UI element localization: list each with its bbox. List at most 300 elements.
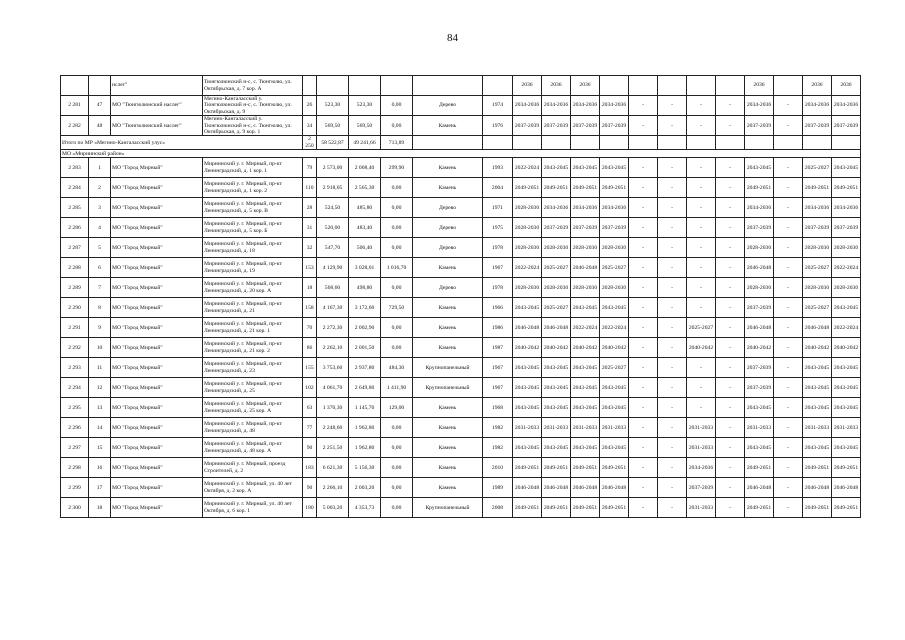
table-cell <box>413 136 483 150</box>
table-cell: 2 918,05 <box>317 178 349 198</box>
table-cell: 2046-2048 <box>600 478 629 498</box>
table-cell: 2043-2045 <box>745 438 774 458</box>
table-cell: 1967 <box>483 378 513 398</box>
table-cell: Мирнинский у. г. Мирный, пр-кт Ленинградский, д. 48 <box>203 418 303 438</box>
table-row <box>61 150 861 158</box>
table-cell: - <box>774 96 803 116</box>
table-cell: 2043-2045 <box>513 298 542 318</box>
table-cell: Мирнинский у. г. Мирный, пр-кт Ленинградский, д. 18 <box>203 238 303 258</box>
table-cell: 0,00 <box>381 198 413 218</box>
table-cell: 2031-2033 <box>687 438 716 458</box>
table-cell: 2 262,10 <box>317 338 349 358</box>
table-cell: 2031-2033 <box>687 498 716 518</box>
table-cell: 2028-2030 <box>571 278 600 298</box>
table-cell: 2043-2045 <box>542 358 571 378</box>
table-cell: 2025-2027 <box>600 258 629 278</box>
table-cell: Мирнинский у. г. Мирный, пр-кт Ленинградский, д. 20 кор. А <box>203 278 303 298</box>
table-cell: - <box>658 178 687 198</box>
table-cell: 523,30 <box>317 96 349 116</box>
table-cell: МО "Город Мирный" <box>111 298 203 318</box>
table-row <box>61 278 861 298</box>
table-cell: Крупнопанельный <box>413 378 483 398</box>
table-cell: 26 <box>303 96 317 116</box>
table-cell: 5 003,20 <box>317 498 349 518</box>
table-cell <box>89 76 111 96</box>
table-cell: - <box>716 418 745 438</box>
table-cell: 0,00 <box>381 96 413 116</box>
table-cell: - <box>629 418 658 438</box>
table-cell <box>571 136 600 150</box>
table-cell <box>774 136 803 150</box>
table-cell: - <box>658 198 687 218</box>
table-cell: 2034-2036 <box>832 198 861 218</box>
table-cell <box>803 136 832 150</box>
table-cell: Мирнинский у. г. Мирный, пр-кт Ленинградский, д. 21 <box>203 298 303 318</box>
table-cell: 2043-2045 <box>600 438 629 458</box>
table-cell: - <box>687 96 716 116</box>
table-cell: Мегино-Кангаласский у. Тюнгюлюнский н-с, с. Тюнгюлю, ул. Октябрьская, д. 9 <box>203 96 303 116</box>
table-cell <box>658 136 687 150</box>
table-cell: 2028-2030 <box>803 238 832 258</box>
table-cell: 2043-2045 <box>600 378 629 398</box>
table-row <box>61 76 861 96</box>
table-cell: 2049-2051 <box>571 178 600 198</box>
table-cell: - <box>658 378 687 398</box>
table-cell: 2046-2048 <box>571 478 600 498</box>
table-cell: 2046-2048 <box>745 318 774 338</box>
table-cell: 2043-2045 <box>832 158 861 178</box>
table-cell: Дерево <box>413 278 483 298</box>
table-cell: - <box>774 238 803 258</box>
table-cell: 3 028,01 <box>349 258 381 278</box>
table-cell: - <box>658 298 687 318</box>
table-cell: 1 145,70 <box>349 398 381 418</box>
table-cell: Мирнинский у. г. Мирный, пр-кт Ленинградский, д. 21 кор. 2 <box>203 338 303 358</box>
table-cell: 4 167,30 <box>317 298 349 318</box>
table-cell: - <box>716 298 745 318</box>
table-cell: 2037-2039 <box>600 218 629 238</box>
table-cell: 2 293 <box>61 358 89 378</box>
table-cell: 2 250 <box>303 136 317 150</box>
table-cell: 2040-2042 <box>803 338 832 358</box>
table-cell: - <box>774 418 803 438</box>
table-cell: Камень <box>413 158 483 178</box>
table-cell: - <box>658 96 687 116</box>
table-cell: 2049-2051 <box>803 458 832 478</box>
table-row <box>61 338 861 358</box>
table-cell: 2049-2051 <box>745 458 774 478</box>
table-cell: 2 003,20 <box>349 478 381 498</box>
table-cell: 484,30 <box>381 358 413 378</box>
housing-register-table <box>60 75 861 518</box>
table-cell: 2 283 <box>61 158 89 178</box>
table-cell: 2037-2039 <box>571 116 600 136</box>
table-cell: 2 251,50 <box>317 438 349 458</box>
table-cell: 102 <box>303 378 317 398</box>
table-cell: 10 <box>89 338 111 358</box>
table-cell: 2040-2042 <box>832 338 861 358</box>
table-cell: 1986 <box>483 318 513 338</box>
table-cell: 28 <box>303 198 317 218</box>
table-cell: 1 016,70 <box>381 258 413 278</box>
table-cell: 2 294 <box>61 378 89 398</box>
table-cell: 129,00 <box>381 398 413 418</box>
table-cell: 2043-2045 <box>745 158 774 178</box>
table-row <box>61 498 861 518</box>
table-cell: - <box>629 198 658 218</box>
table-cell: - <box>629 398 658 418</box>
table-cell: 155 <box>303 358 317 378</box>
table-cell: 2043-2045 <box>745 398 774 418</box>
table-cell <box>542 136 571 150</box>
table-cell: 1971 <box>483 198 513 218</box>
table-cell: 2028-2030 <box>513 238 542 258</box>
table-cell: - <box>687 178 716 198</box>
table-cell: 2028-2030 <box>600 238 629 258</box>
table-cell: - <box>658 398 687 418</box>
table-cell: 2034-2036 <box>542 198 571 218</box>
table-cell: - <box>716 438 745 458</box>
table-cell: 2049-2051 <box>542 498 571 518</box>
table-cell: 2028-2030 <box>513 218 542 238</box>
table-cell: МО "Город Мирный" <box>111 438 203 458</box>
table-cell: 1982 <box>483 418 513 438</box>
table-cell: 483,40 <box>349 218 381 238</box>
table-cell: 2031-2033 <box>513 418 542 438</box>
table-row <box>61 478 861 498</box>
table-cell: 2025-2027 <box>803 158 832 178</box>
table-cell: - <box>716 378 745 398</box>
table-cell: МО "Город Мирный" <box>111 398 203 418</box>
table-cell: Мирнинский у. г. Мирный, пр-кт Ленинградский, д. 1 кор. 2 <box>203 178 303 198</box>
table-cell: Мирнинский у. г. Мирный, пр-кт Ленинградский, д. 21 кор. 1 <box>203 318 303 338</box>
table-cell: 523,30 <box>349 96 381 116</box>
table-cell: 16 <box>89 458 111 478</box>
table-cell: - <box>687 258 716 278</box>
table-cell: 2031-2033 <box>803 418 832 438</box>
table-row <box>61 218 861 238</box>
table-cell: - <box>629 116 658 136</box>
table-cell: 2046-2048 <box>513 318 542 338</box>
table-cell: 2040-2042 <box>571 338 600 358</box>
table-cell <box>483 76 513 96</box>
table-cell: - <box>658 358 687 378</box>
table-cell: 2043-2045 <box>803 358 832 378</box>
table-cell: 70 <box>303 318 317 338</box>
table-cell: 2046-2048 <box>571 258 600 278</box>
table-cell: 2 285 <box>61 198 89 218</box>
table-cell: 299,90 <box>381 158 413 178</box>
table-cell: 2043-2045 <box>542 158 571 178</box>
table-cell: 2025-2027 <box>803 258 832 278</box>
table-cell: 2046-2048 <box>832 478 861 498</box>
table-cell: Дерево <box>413 218 483 238</box>
table-row <box>61 318 861 338</box>
table-cell: 2040-2042 <box>513 338 542 358</box>
table-cell: 2034-2036 <box>571 96 600 116</box>
table-row <box>61 116 861 136</box>
table-cell: - <box>658 278 687 298</box>
table-cell: 2049-2051 <box>803 178 832 198</box>
table-cell: 2049-2051 <box>571 458 600 478</box>
table-cell: 2043-2045 <box>571 378 600 398</box>
table-cell: - <box>687 158 716 178</box>
table-cell: 2043-2045 <box>803 398 832 418</box>
table-cell: 2043-2045 <box>803 378 832 398</box>
table-cell <box>317 76 349 96</box>
table-cell: - <box>658 116 687 136</box>
table-cell: 86 <box>303 338 317 358</box>
table-cell: 2037-2039 <box>687 478 716 498</box>
table-cell: 2049-2051 <box>832 498 861 518</box>
table-cell: 569,50 <box>317 116 349 136</box>
table-cell: 2037-2039 <box>803 116 832 136</box>
table-cell: МО "Город Мирный" <box>111 458 203 478</box>
table-cell: 2 282 <box>61 116 89 136</box>
table-cell: 1982 <box>483 438 513 458</box>
table-cell: 13 <box>89 398 111 418</box>
table-cell: 2022-2024 <box>832 318 861 338</box>
table-cell: - <box>716 258 745 278</box>
table-cell: - <box>774 116 803 136</box>
table-cell: 2031-2033 <box>745 418 774 438</box>
table-cell: - <box>774 198 803 218</box>
table-cell: 1 <box>89 158 111 178</box>
table-cell: 6 621,30 <box>317 458 349 478</box>
table-cell: 2031-2033 <box>600 418 629 438</box>
table-cell: МО "Город Мирный" <box>111 358 203 378</box>
table-cell: 2025-2027 <box>803 298 832 318</box>
table-cell: - <box>658 498 687 518</box>
table-cell: - <box>629 498 658 518</box>
table-cell: 58 522,87 <box>317 136 349 150</box>
table-cell: - <box>774 278 803 298</box>
table-cell: 2043-2045 <box>832 298 861 318</box>
table-cell: - <box>716 218 745 238</box>
table-row <box>61 258 861 278</box>
table-cell <box>687 136 716 150</box>
table-cell: - <box>687 198 716 218</box>
table-cell: 2049-2051 <box>600 178 629 198</box>
table-cell: - <box>716 478 745 498</box>
table-cell: 498,80 <box>349 278 381 298</box>
table-cell <box>600 136 629 150</box>
table-cell: 32 <box>303 238 317 258</box>
table-cell: 2046-2048 <box>542 318 571 338</box>
table-cell: 2034-2036 <box>571 198 600 218</box>
table-cell: 2046-2048 <box>803 318 832 338</box>
table-cell: 17 <box>89 478 111 498</box>
table-cell: - <box>629 96 658 116</box>
table-cell: Камень <box>413 418 483 438</box>
table-cell: 2043-2045 <box>513 398 542 418</box>
table-cell: 2034-2036 <box>803 198 832 218</box>
table-cell: 729,50 <box>381 298 413 318</box>
table-cell: - <box>687 238 716 258</box>
table-cell: МО «Мирнинский район» <box>61 150 861 158</box>
table-cell: Тюнгюлюнский н-с, с. Тюнгюлю, ул. Октябрьская, д. 7 кор. А <box>203 76 303 96</box>
table-cell: 2 286 <box>61 218 89 238</box>
table-cell: Крупнопанельный <box>413 498 483 518</box>
table-cell <box>629 136 658 150</box>
table-cell: 2040-2042 <box>600 338 629 358</box>
table-cell: МО "Город Мирный" <box>111 338 203 358</box>
table-cell: Итого по МР «Мегино-Кангаласский улус» <box>61 136 303 150</box>
table-cell: 2036 <box>542 76 571 96</box>
table-cell: 8 <box>89 298 111 318</box>
table-cell: 1 962,80 <box>349 418 381 438</box>
table-cell: 2 272,30 <box>317 318 349 338</box>
table-cell: Дерево <box>413 238 483 258</box>
table-cell: 0,00 <box>381 278 413 298</box>
table-cell: - <box>658 258 687 278</box>
table-cell: Мирнинский у. г. Мирный, пр-кт Ленинградский, д. 25 кор. А <box>203 398 303 418</box>
table-cell: Мирнинский у. г. Мирный, пр-кт Ленинградский, д. 23 <box>203 358 303 378</box>
table-cell: 2037-2039 <box>832 116 861 136</box>
table-cell: 2036 <box>513 76 542 96</box>
table-cell: 2034-2036 <box>600 198 629 218</box>
table-cell: 3 <box>89 198 111 218</box>
table-row <box>61 158 861 178</box>
table-cell: 1968 <box>483 398 513 418</box>
table-cell: 0,00 <box>381 478 413 498</box>
table-cell: 2031-2033 <box>542 418 571 438</box>
table-cell: МО "Город Мирный" <box>111 178 203 198</box>
table-cell: Мирнинский у. г. Мирный, пр-кт Ленинградский, д. 25 <box>203 378 303 398</box>
table-cell: 2049-2051 <box>600 458 629 478</box>
table-cell: 2043-2045 <box>571 298 600 318</box>
table-cell: 2043-2045 <box>513 358 542 378</box>
table-cell: 2 297 <box>61 438 89 458</box>
table-cell: 5 156,30 <box>349 458 381 478</box>
table-cell: - <box>716 178 745 198</box>
table-cell: 15 <box>89 438 111 458</box>
table-cell: 2049-2051 <box>745 178 774 198</box>
table-cell: 485,80 <box>349 198 381 218</box>
table-body <box>61 76 861 518</box>
table-cell: 2 284 <box>61 178 89 198</box>
table-cell: - <box>716 278 745 298</box>
table-cell <box>600 76 629 96</box>
table-cell: 2025-2027 <box>542 298 571 318</box>
table-cell: 2 281 <box>61 96 89 116</box>
table-cell: 2008 <box>483 498 513 518</box>
table-cell: 4 353,73 <box>349 498 381 518</box>
table-cell: 2043-2045 <box>571 398 600 418</box>
table-cell: 0,00 <box>381 458 413 478</box>
table-cell: 2043-2045 <box>571 158 600 178</box>
table-cell: - <box>687 218 716 238</box>
table-cell: МО "Город Мирный" <box>111 498 203 518</box>
table-cell: - <box>774 258 803 278</box>
table-cell: 18 <box>89 498 111 518</box>
table-cell: 1978 <box>483 238 513 258</box>
table-cell: Мирнинский у. г. Мирный, проезд Строителей, д. 2 <box>203 458 303 478</box>
table-cell: - <box>629 218 658 238</box>
table-cell <box>745 136 774 150</box>
table-cell: - <box>716 238 745 258</box>
table-cell: 2028-2030 <box>832 238 861 258</box>
table-cell: 2010 <box>483 458 513 478</box>
table-cell: Камень <box>413 338 483 358</box>
table-cell: МО "Город Мирный" <box>111 478 203 498</box>
table-cell: 2 300 <box>61 498 89 518</box>
table-cell: Камень <box>413 178 483 198</box>
table-cell: 90 <box>303 478 317 498</box>
table-cell: 2 <box>89 178 111 198</box>
table-cell: 0,00 <box>381 318 413 338</box>
table-cell: 2043-2045 <box>542 438 571 458</box>
table-cell: 2028-2030 <box>745 238 774 258</box>
table-cell: Мирнинский у. г. Мирный, ул. 40 лет Октября, д. 6 кор. 1 <box>203 498 303 518</box>
table-cell <box>629 76 658 96</box>
table-cell: 1966 <box>483 298 513 318</box>
table-cell: 2 937,80 <box>349 358 381 378</box>
table-cell: 2049-2051 <box>745 498 774 518</box>
table-cell: 2 291 <box>61 318 89 338</box>
table-cell: 2036 <box>832 76 861 96</box>
table-cell: - <box>716 498 745 518</box>
table-cell: 2028-2030 <box>513 198 542 218</box>
table-row <box>61 198 861 218</box>
table-cell <box>381 76 413 96</box>
table-cell: 2043-2045 <box>600 298 629 318</box>
table-cell: 9 <box>89 318 111 338</box>
table-cell: - <box>774 318 803 338</box>
table-cell: 2028-2030 <box>513 278 542 298</box>
table-cell: 31 <box>303 218 317 238</box>
table-cell: 2043-2045 <box>600 398 629 418</box>
table-cell: 47 <box>89 96 111 116</box>
table-cell: 2 565,30 <box>349 178 381 198</box>
table-cell: 1 962,80 <box>349 438 381 458</box>
table-cell: 2022-2024 <box>513 158 542 178</box>
table-cell <box>349 76 381 96</box>
table-cell: 2037-2039 <box>745 378 774 398</box>
table-cell: 2 290 <box>61 298 89 318</box>
table-cell: 2049-2051 <box>513 458 542 478</box>
table-cell: 2022-2024 <box>832 258 861 278</box>
table-cell: 2034-2036 <box>687 458 716 478</box>
table-cell: Камень <box>413 116 483 136</box>
table-cell: Мирнинский у. г. Мирный, пр-кт Ленинградский, д. 5 кор. В <box>203 198 303 218</box>
table-cell: Камень <box>413 258 483 278</box>
table-cell: Камень <box>413 398 483 418</box>
table-cell: - <box>716 358 745 378</box>
table-cell: - <box>629 358 658 378</box>
table-cell: 63 <box>303 398 317 418</box>
table-cell: - <box>774 358 803 378</box>
table-cell: 3 172,60 <box>349 298 381 318</box>
table-cell: - <box>658 218 687 238</box>
table-cell <box>658 76 687 96</box>
table-cell: - <box>774 298 803 318</box>
table-cell: 2046-2048 <box>745 258 774 278</box>
table-row <box>61 398 861 418</box>
table-cell: 2043-2045 <box>571 358 600 378</box>
table-cell: 153 <box>303 258 317 278</box>
table-cell: Камень <box>413 458 483 478</box>
table-cell: 2 298 <box>61 458 89 478</box>
table-cell: 11 <box>89 358 111 378</box>
table-cell: 2022-2024 <box>600 318 629 338</box>
table-cell: 2037-2039 <box>832 218 861 238</box>
table-cell: 2022-2024 <box>571 318 600 338</box>
table-cell: 2037-2039 <box>513 116 542 136</box>
table-cell: 0,00 <box>381 178 413 198</box>
table-cell: 2043-2045 <box>832 398 861 418</box>
table-cell: 12 <box>89 378 111 398</box>
